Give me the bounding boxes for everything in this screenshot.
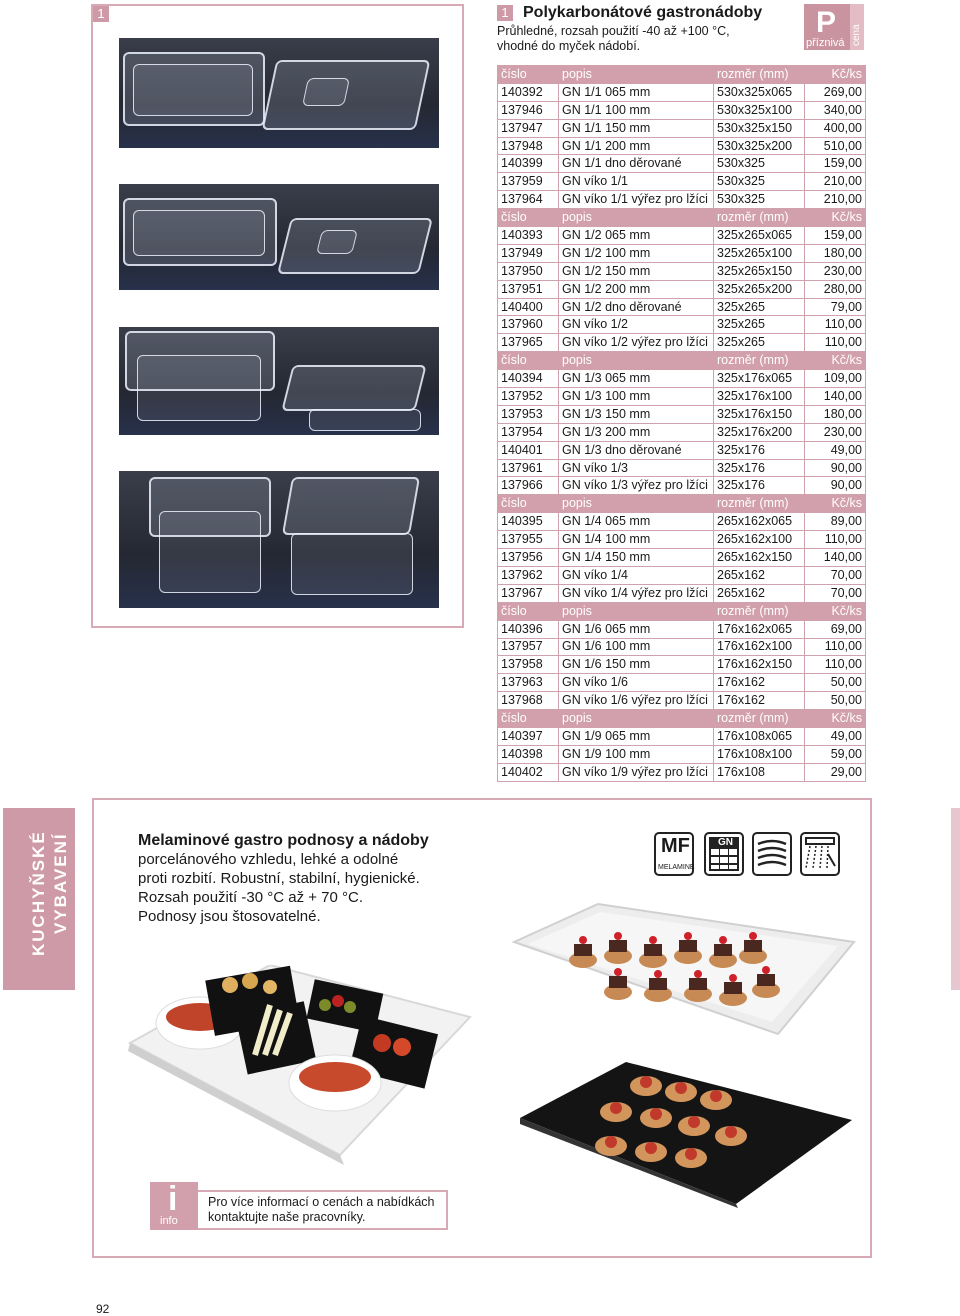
table-cell: 159,00 (805, 155, 866, 173)
product-desc-line1: Průhledné, rozsah použití -40 až +100 °C, (497, 24, 730, 38)
table-cell: 530x325x200 (714, 137, 805, 155)
table-cell: 140400 (498, 298, 559, 316)
table-cell: 137963 (498, 674, 559, 692)
column-header: Kč/ks (805, 209, 866, 227)
table-row (498, 262, 866, 280)
table-cell: 140401 (498, 441, 559, 459)
column-header: popis (559, 66, 714, 84)
price-tag-label: příznivá (806, 37, 845, 49)
table-cell: 265x162 (714, 566, 805, 584)
table-cell: 137958 (498, 656, 559, 674)
table-row (498, 745, 866, 763)
table-row (498, 477, 866, 495)
table-cell: 140392 (498, 83, 559, 101)
info-icon: i (168, 1180, 178, 1218)
info-label: info (160, 1215, 178, 1227)
table-row (498, 227, 866, 245)
table-cell: 530x325x100 (714, 101, 805, 119)
product-title: Polykarbonátové gastronádoby (523, 4, 763, 21)
column-header: číslo (498, 352, 559, 370)
table-cell: 110,00 (805, 334, 866, 352)
price-table (497, 65, 866, 782)
stackable-icon (752, 832, 792, 876)
table-cell: 140399 (498, 155, 559, 173)
table-cell: 176x108x065 (714, 727, 805, 745)
table-cell: GN 1/4 100 mm (559, 531, 714, 549)
table-row (498, 173, 866, 191)
product-photo-gn-1-3 (119, 327, 439, 435)
table-row (498, 763, 866, 781)
table-cell: GN 1/1 200 mm (559, 137, 714, 155)
table-cell: GN 1/2 dno děrované (559, 298, 714, 316)
table-row (498, 137, 866, 155)
photo-panel-badge: 1 (93, 6, 109, 22)
table-cell: 269,00 (805, 83, 866, 101)
table-cell: GN 1/1 dno děrované (559, 155, 714, 173)
table-row (498, 370, 866, 388)
table-cell: 176x108 (714, 763, 805, 781)
table-cell: 140393 (498, 227, 559, 245)
table-cell: 400,00 (805, 119, 866, 137)
table-cell: 325x265 (714, 334, 805, 352)
table-cell: 137957 (498, 638, 559, 656)
table-cell: 140,00 (805, 549, 866, 567)
table-row (498, 244, 866, 262)
table-cell: 325x265x150 (714, 262, 805, 280)
table-cell: 90,00 (805, 459, 866, 477)
table-cell: 137960 (498, 316, 559, 334)
table-cell: 180,00 (805, 405, 866, 423)
column-header: rozměr (mm) (714, 352, 805, 370)
table-cell: GN víko 1/2 výřez pro lžíci (559, 334, 714, 352)
table-cell: 210,00 (805, 191, 866, 209)
product-desc-line2: vhodné do myček nádobí. (497, 39, 641, 53)
table-cell: 325x265 (714, 298, 805, 316)
column-header: číslo (498, 495, 559, 513)
table-row (498, 405, 866, 423)
table-row (498, 584, 866, 602)
table-cell: 176x162 (714, 692, 805, 710)
table-cell: 137946 (498, 101, 559, 119)
table-cell: 325x176x150 (714, 405, 805, 423)
melamine-tray-photo-white (508, 898, 858, 1038)
table-cell: 140397 (498, 727, 559, 745)
info-text-line1: Pro více informací o cenách a nabídkách (208, 1195, 435, 1209)
table-cell: 137968 (498, 692, 559, 710)
table-cell: 137956 (498, 549, 559, 567)
table-cell: GN 1/1 100 mm (559, 101, 714, 119)
table-row (498, 566, 866, 584)
table-row (498, 656, 866, 674)
table-cell: 159,00 (805, 227, 866, 245)
table-cell: GN 1/2 100 mm (559, 244, 714, 262)
product-photo-gn-1-2 (119, 184, 439, 290)
table-cell: 137964 (498, 191, 559, 209)
column-header: rozměr (mm) (714, 209, 805, 227)
table-cell: 137966 (498, 477, 559, 495)
page-number: 92 (96, 1302, 110, 1316)
table-cell: 325x176x065 (714, 370, 805, 388)
table-cell: GN 1/3 065 mm (559, 370, 714, 388)
table-cell: 49,00 (805, 441, 866, 459)
dishwasher-icon (800, 832, 840, 876)
column-header: popis (559, 602, 714, 620)
price-tag-badge (804, 4, 850, 50)
table-row (498, 280, 866, 298)
table-cell: GN 1/9 100 mm (559, 745, 714, 763)
table-cell: 110,00 (805, 531, 866, 549)
table-cell: 340,00 (805, 101, 866, 119)
table-cell: 325x265 (714, 316, 805, 334)
column-header: rozměr (mm) (714, 602, 805, 620)
table-cell: 137953 (498, 405, 559, 423)
table-row (498, 155, 866, 173)
melamine-line1: porcelánového vzhledu, lehké a odolné (138, 851, 399, 868)
table-cell: 140398 (498, 745, 559, 763)
table-cell: 176x108x100 (714, 745, 805, 763)
table-cell: GN 1/2 065 mm (559, 227, 714, 245)
melamine-line4: Podnosy jsou štosovatelné. (138, 908, 321, 925)
melamine-tray-photo-left (120, 965, 480, 1165)
table-cell: 89,00 (805, 513, 866, 531)
table-cell: 137965 (498, 334, 559, 352)
table-cell: GN víko 1/9 výřez pro lžíci (559, 763, 714, 781)
table-cell: 265x162x150 (714, 549, 805, 567)
table-cell: GN 1/2 150 mm (559, 262, 714, 280)
table-cell: 530x325 (714, 173, 805, 191)
table-cell: 530x325 (714, 155, 805, 173)
table-header-row (498, 710, 866, 728)
table-cell: GN víko 1/3 (559, 459, 714, 477)
column-header: rozměr (mm) (714, 495, 805, 513)
table-cell: 176x162x150 (714, 656, 805, 674)
table-cell: 325x265x100 (714, 244, 805, 262)
table-cell: 90,00 (805, 477, 866, 495)
table-cell: 137952 (498, 388, 559, 406)
table-cell: GN 1/3 100 mm (559, 388, 714, 406)
table-row (498, 692, 866, 710)
table-cell: 265x162x100 (714, 531, 805, 549)
table-cell: GN víko 1/4 (559, 566, 714, 584)
table-row (498, 298, 866, 316)
table-cell: 530x325x065 (714, 83, 805, 101)
melamine-icon: MF MELAMINE (654, 832, 694, 876)
table-row (498, 549, 866, 567)
table-cell: GN víko 1/2 (559, 316, 714, 334)
table-cell: 176x162 (714, 674, 805, 692)
table-row (498, 191, 866, 209)
table-cell: GN víko 1/1 výřez pro lžíci (559, 191, 714, 209)
table-cell: 29,00 (805, 763, 866, 781)
table-cell: GN 1/4 065 mm (559, 513, 714, 531)
table-cell: 50,00 (805, 692, 866, 710)
table-cell: 176x162x065 (714, 620, 805, 638)
table-cell: 180,00 (805, 244, 866, 262)
table-row (498, 423, 866, 441)
table-cell: 230,00 (805, 423, 866, 441)
product-photo-gn-1-4 (119, 471, 439, 608)
table-row (498, 638, 866, 656)
column-header: popis (559, 209, 714, 227)
table-cell: 69,00 (805, 620, 866, 638)
table-header-row (498, 495, 866, 513)
table-cell: 110,00 (805, 656, 866, 674)
table-cell: 70,00 (805, 566, 866, 584)
table-header-row (498, 209, 866, 227)
table-row (498, 727, 866, 745)
table-row (498, 334, 866, 352)
table-cell: GN 1/9 065 mm (559, 727, 714, 745)
table-cell: 49,00 (805, 727, 866, 745)
table-cell: 70,00 (805, 584, 866, 602)
column-header: Kč/ks (805, 66, 866, 84)
price-tag-letter: P (816, 6, 837, 39)
table-cell: 140396 (498, 620, 559, 638)
table-cell: 530x325x150 (714, 119, 805, 137)
melamine-title: Melaminové gastro podnosy a nádoby (138, 832, 429, 849)
table-row (498, 101, 866, 119)
table-header-row (498, 352, 866, 370)
column-header: popis (559, 710, 714, 728)
table-row (498, 620, 866, 638)
table-cell: 325x176 (714, 441, 805, 459)
price-tag-side: cena (850, 4, 864, 50)
table-row (498, 674, 866, 692)
table-cell: 325x176x100 (714, 388, 805, 406)
table-row (498, 513, 866, 531)
sidebar-line1: KUCHYŇSKÉ (29, 830, 48, 956)
column-header: Kč/ks (805, 602, 866, 620)
table-row (498, 531, 866, 549)
table-cell: 137947 (498, 119, 559, 137)
table-cell: GN 1/3 dno děrované (559, 441, 714, 459)
table-cell: 325x176 (714, 459, 805, 477)
column-header: číslo (498, 66, 559, 84)
column-header: Kč/ks (805, 352, 866, 370)
table-row (498, 83, 866, 101)
column-header: Kč/ks (805, 495, 866, 513)
table-cell: 265x162 (714, 584, 805, 602)
table-cell: GN víko 1/6 výřez pro lžíci (559, 692, 714, 710)
sidebar-line2: VYBAVENÍ (51, 832, 70, 934)
table-cell: 110,00 (805, 316, 866, 334)
column-header: rozměr (mm) (714, 710, 805, 728)
column-header: číslo (498, 209, 559, 227)
table-cell: 325x265x065 (714, 227, 805, 245)
table-cell: 140402 (498, 763, 559, 781)
table-cell: 137949 (498, 244, 559, 262)
table-cell: 137948 (498, 137, 559, 155)
table-cell: 530x325 (714, 191, 805, 209)
table-cell: 137950 (498, 262, 559, 280)
table-cell: 325x176 (714, 477, 805, 495)
table-cell: GN víko 1/3 výřez pro lžíci (559, 477, 714, 495)
column-header: Kč/ks (805, 710, 866, 728)
table-cell: 140394 (498, 370, 559, 388)
table-row (498, 459, 866, 477)
table-cell: 140395 (498, 513, 559, 531)
table-cell: GN víko 1/6 (559, 674, 714, 692)
table-cell: 325x176x200 (714, 423, 805, 441)
table-cell: GN 1/6 100 mm (559, 638, 714, 656)
info-text-line2: kontaktujte naše pracovníky. (208, 1210, 366, 1224)
table-row (498, 441, 866, 459)
column-header: číslo (498, 602, 559, 620)
gastronorm-icon: GN (704, 832, 744, 876)
table-cell: 50,00 (805, 674, 866, 692)
table-cell: 137951 (498, 280, 559, 298)
table-cell: 110,00 (805, 638, 866, 656)
table-cell: 325x265x200 (714, 280, 805, 298)
table-cell: 140,00 (805, 388, 866, 406)
table-cell: 109,00 (805, 370, 866, 388)
melamine-line3: Rozsah použití -30 °C až + 70 °C. (138, 889, 364, 906)
table-cell: GN víko 1/1 (559, 173, 714, 191)
product-badge: 1 (497, 5, 513, 21)
melamine-tray-photo-black (516, 1058, 856, 1208)
table-cell: 59,00 (805, 745, 866, 763)
table-cell: 230,00 (805, 262, 866, 280)
sidebar-edge (951, 808, 960, 990)
table-cell: GN 1/3 200 mm (559, 423, 714, 441)
table-cell: 137961 (498, 459, 559, 477)
table-cell: 176x162x100 (714, 638, 805, 656)
melamine-line2: proti rozbití. Robustní, stabilní, hygienické. (138, 870, 420, 887)
table-cell: GN 1/6 150 mm (559, 656, 714, 674)
column-header: rozměr (mm) (714, 66, 805, 84)
table-cell: 210,00 (805, 173, 866, 191)
table-cell: 137955 (498, 531, 559, 549)
table-cell: GN 1/1 065 mm (559, 83, 714, 101)
table-cell: GN 1/3 150 mm (559, 405, 714, 423)
table-cell: GN 1/6 065 mm (559, 620, 714, 638)
table-cell: 137962 (498, 566, 559, 584)
table-cell: 79,00 (805, 298, 866, 316)
table-cell: GN víko 1/4 výřez pro lžíci (559, 584, 714, 602)
table-cell: 137954 (498, 423, 559, 441)
table-row (498, 316, 866, 334)
table-cell: GN 1/1 150 mm (559, 119, 714, 137)
table-header-row (498, 66, 866, 84)
column-header: číslo (498, 710, 559, 728)
column-header: popis (559, 352, 714, 370)
table-cell: 137959 (498, 173, 559, 191)
table-cell: 280,00 (805, 280, 866, 298)
section-sidebar (3, 808, 75, 990)
product-photo-gn-1-1 (119, 38, 439, 148)
table-row (498, 119, 866, 137)
table-cell: 265x162x065 (714, 513, 805, 531)
table-cell: GN 1/2 200 mm (559, 280, 714, 298)
table-cell: 510,00 (805, 137, 866, 155)
table-row (498, 388, 866, 406)
table-cell: 137967 (498, 584, 559, 602)
info-badge (150, 1182, 198, 1230)
table-cell: GN 1/4 150 mm (559, 549, 714, 567)
column-header: popis (559, 495, 714, 513)
table-header-row (498, 602, 866, 620)
